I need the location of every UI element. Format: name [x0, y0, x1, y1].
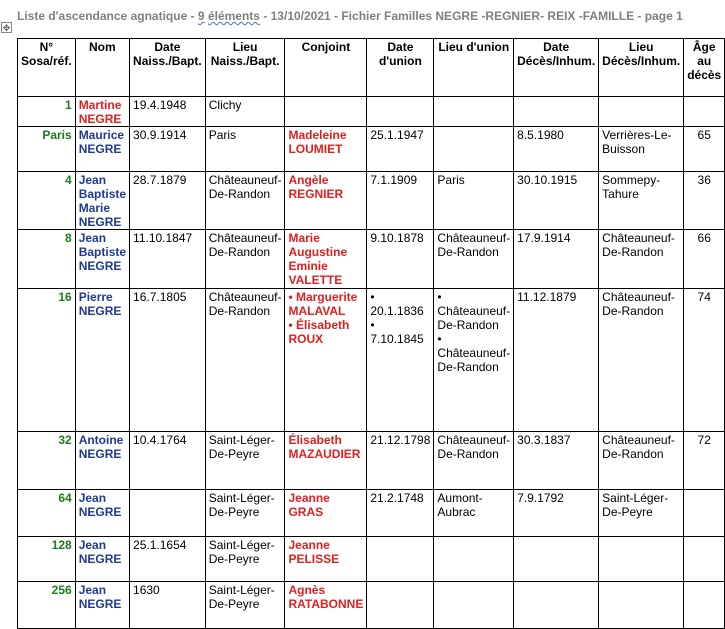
death-date-cell: 8.5.1980 — [514, 127, 599, 172]
col-conjoint-header: Conjoint — [285, 39, 367, 97]
death-place-cell — [599, 582, 684, 629]
col-sosa-header: N° Sosa/réf. — [18, 39, 76, 97]
death-place-cell: Sommepy-Tahure — [599, 172, 684, 230]
col-date-union-header: Date d'union — [367, 39, 434, 97]
death-date-cell — [514, 97, 599, 127]
birth-place-cell: Saint-Léger-De-Peyre — [205, 432, 285, 490]
spouse-name: Madeleine LOUMIET — [288, 128, 347, 156]
union-place-cell — [434, 97, 514, 127]
union-place: Paris — [437, 173, 465, 187]
death-date-cell: 7.9.1792 — [514, 490, 599, 537]
spouse-cell — [285, 230, 367, 289]
spouse-cell — [285, 172, 367, 230]
spouse-cell — [285, 289, 367, 432]
spouse-cell — [285, 127, 367, 172]
table-row — [18, 127, 725, 172]
birth-place-cell: Châteauneuf-De-Randon — [205, 230, 285, 289]
union-place: • — [437, 332, 442, 346]
death-place-cell: Châteauneuf-De-Randon — [599, 432, 684, 490]
union-date-cell — [367, 490, 434, 537]
sosa-cell: 64 — [18, 490, 76, 537]
col-age-header: Âge au décès — [684, 39, 725, 97]
union-date-cell — [367, 172, 434, 230]
name-cell: Jean Baptiste NEGRE — [75, 230, 129, 289]
death-place-cell: Saint-Léger-De-Peyre — [599, 490, 684, 537]
birth-date-cell: 19.4.1948 — [130, 97, 206, 127]
birth-date-cell: 11.10.1847 — [130, 230, 206, 289]
birth-place-cell: Clichy — [205, 97, 285, 127]
title-count: 9 — [197, 9, 205, 23]
table-header-row — [18, 39, 725, 97]
union-place-cell — [434, 432, 514, 490]
birth-date-cell: 28.7.1879 — [130, 172, 206, 230]
birth-place-cell: Saint-Léger-De-Peyre — [205, 490, 285, 537]
ancestry-table — [17, 38, 725, 629]
spouse-cell — [285, 97, 367, 127]
union-date-cell — [367, 582, 434, 629]
union-date-cell — [367, 432, 434, 490]
birth-date-cell: 25.1.1654 — [130, 537, 206, 582]
sosa-cell: 1 — [18, 97, 76, 127]
spouse-name: Jeanne GRAS — [288, 491, 330, 519]
union-date-cell — [367, 127, 434, 172]
sosa-cell: 32 — [18, 432, 76, 490]
union-place-cell — [434, 582, 514, 629]
union-date: 7.1.1909 — [370, 173, 418, 187]
sosa-cell: 8 — [18, 230, 76, 289]
birth-place-cell: Saint-Léger-De-Peyre — [205, 582, 285, 629]
union-date: • — [370, 318, 375, 332]
table-row — [18, 230, 725, 289]
spouse-name: • Élisabeth ROUX — [288, 318, 350, 346]
spouse-name: Élisabeth MAZAUDIER — [288, 433, 361, 461]
union-date: 21.2.1748 — [370, 491, 424, 505]
union-date: 25.1.1947 — [370, 128, 424, 142]
union-date: 20.1.1836 — [370, 304, 424, 318]
table-row — [18, 289, 725, 432]
name-cell: Maurice NEGRE — [75, 127, 129, 172]
birth-date-cell: 1630 — [130, 582, 206, 629]
death-place-cell — [599, 537, 684, 582]
spouse-cell — [285, 582, 367, 629]
sosa-cell: 16 — [18, 289, 76, 432]
death-date-cell — [514, 537, 599, 582]
name-cell: Antoine NEGRE — [75, 432, 129, 490]
union-place-cell — [434, 172, 514, 230]
spouse-cell — [285, 537, 367, 582]
age-cell — [684, 97, 725, 127]
death-place-cell: Châteauneuf-De-Randon — [599, 289, 684, 432]
name-cell: Jean NEGRE — [75, 490, 129, 537]
birth-date-cell: 16.7.1805 — [130, 289, 206, 432]
spouse-cell — [285, 490, 367, 537]
col-lieu-deces-header: Lieu Décès/Inhum. — [599, 39, 684, 97]
table-row — [18, 97, 725, 127]
page-title — [17, 9, 693, 23]
sosa-cell: Paris — [18, 127, 76, 172]
birth-place-cell: Châteauneuf-De-Randon — [205, 172, 285, 230]
move-anchor-icon[interactable]: ✥ — [2, 23, 11, 33]
col-date-naiss-header: Date Naiss./Bapt. — [130, 39, 206, 97]
union-date: 9.10.1878 — [370, 231, 424, 245]
table-row — [18, 537, 725, 582]
name-cell: Jean NEGRE — [75, 582, 129, 629]
death-date-cell: 17.9.1914 — [514, 230, 599, 289]
spouse-name: • Marguerite MALAVAL — [288, 290, 358, 318]
table-row — [18, 490, 725, 537]
table-row — [18, 432, 725, 490]
age-cell — [684, 582, 725, 629]
name-cell: Jean Baptiste Marie NEGRE — [75, 172, 129, 230]
union-date-cell — [367, 289, 434, 432]
union-place: Châteauneuf-De-Randon — [437, 346, 511, 374]
union-place: Châteauneuf-De-Randon — [437, 304, 511, 332]
table-row — [18, 172, 725, 230]
col-lieu-naiss-header: Lieu Naiss./Bapt. — [205, 39, 285, 97]
birth-date-cell: 30.9.1914 — [130, 127, 206, 172]
spouse-name: Jeanne PELISSE — [288, 538, 340, 566]
age-cell: 74 — [684, 289, 725, 432]
union-date-cell — [367, 230, 434, 289]
spouse-cell — [285, 432, 367, 490]
title-suffix: - 13/10/2021 - Fichier Familles NEGRE -REGNIER- REIX -FAMILLE - page 1 — [259, 9, 683, 23]
age-cell: 72 — [684, 432, 725, 490]
union-place-cell — [434, 127, 514, 172]
death-date-cell: 30.3.1837 — [514, 432, 599, 490]
birth-place-cell: Saint-Léger-De-Peyre — [205, 537, 285, 582]
spouse-name: Marie Augustine Eminie VALETTE — [288, 231, 348, 287]
title-prefix: Liste d'ascendance agnatique - — [17, 9, 198, 23]
col-date-deces-header: Date Décès/Inhum. — [514, 39, 599, 97]
sosa-cell: 128 — [18, 537, 76, 582]
death-place-cell: Verrières-Le-Buisson — [599, 127, 684, 172]
age-cell: 66 — [684, 230, 725, 289]
birth-date-cell — [130, 490, 206, 537]
union-date: 7.10.1845 — [370, 332, 424, 346]
union-place: Châteauneuf-De-Randon — [437, 231, 511, 259]
union-date: • — [370, 290, 375, 304]
union-place-cell — [434, 230, 514, 289]
title-elements: éléments — [207, 9, 260, 23]
union-date-cell — [367, 537, 434, 582]
death-date-cell: 30.10.1915 — [514, 172, 599, 230]
union-place-cell — [434, 289, 514, 432]
sosa-cell: 4 — [18, 172, 76, 230]
col-nom-header: Nom — [75, 39, 129, 97]
union-place: Châteauneuf-De-Randon — [437, 433, 511, 461]
name-cell: Martine NEGRE — [75, 97, 129, 127]
death-date-cell: 11.12.1879 — [514, 289, 599, 432]
table-row — [18, 582, 725, 629]
union-place-cell — [434, 537, 514, 582]
spouse-name: Agnès RATABONNE — [288, 583, 364, 611]
birth-place-cell: Châteauneuf-De-Randon — [205, 289, 285, 432]
union-date: 21.12.1798 — [370, 433, 431, 447]
union-date-cell — [367, 97, 434, 127]
spouse-name: Angèle REGNIER — [288, 173, 344, 201]
age-cell — [684, 537, 725, 582]
name-cell: Pierre NEGRE — [75, 289, 129, 432]
age-cell: 36 — [684, 172, 725, 230]
sosa-cell: 256 — [18, 582, 76, 629]
death-place-cell: Châteauneuf-De-Randon — [599, 230, 684, 289]
union-place-cell — [434, 490, 514, 537]
union-place: Aumont-Aubrac — [437, 491, 483, 519]
age-cell: 65 — [684, 127, 725, 172]
age-cell — [684, 490, 725, 537]
union-place: • — [437, 290, 442, 304]
death-place-cell — [599, 97, 684, 127]
name-cell: Jean NEGRE — [75, 537, 129, 582]
death-date-cell — [514, 582, 599, 629]
birth-date-cell: 10.4.1764 — [130, 432, 206, 490]
birth-place-cell: Paris — [205, 127, 285, 172]
col-lieu-union-header: Lieu d'union — [434, 39, 514, 97]
